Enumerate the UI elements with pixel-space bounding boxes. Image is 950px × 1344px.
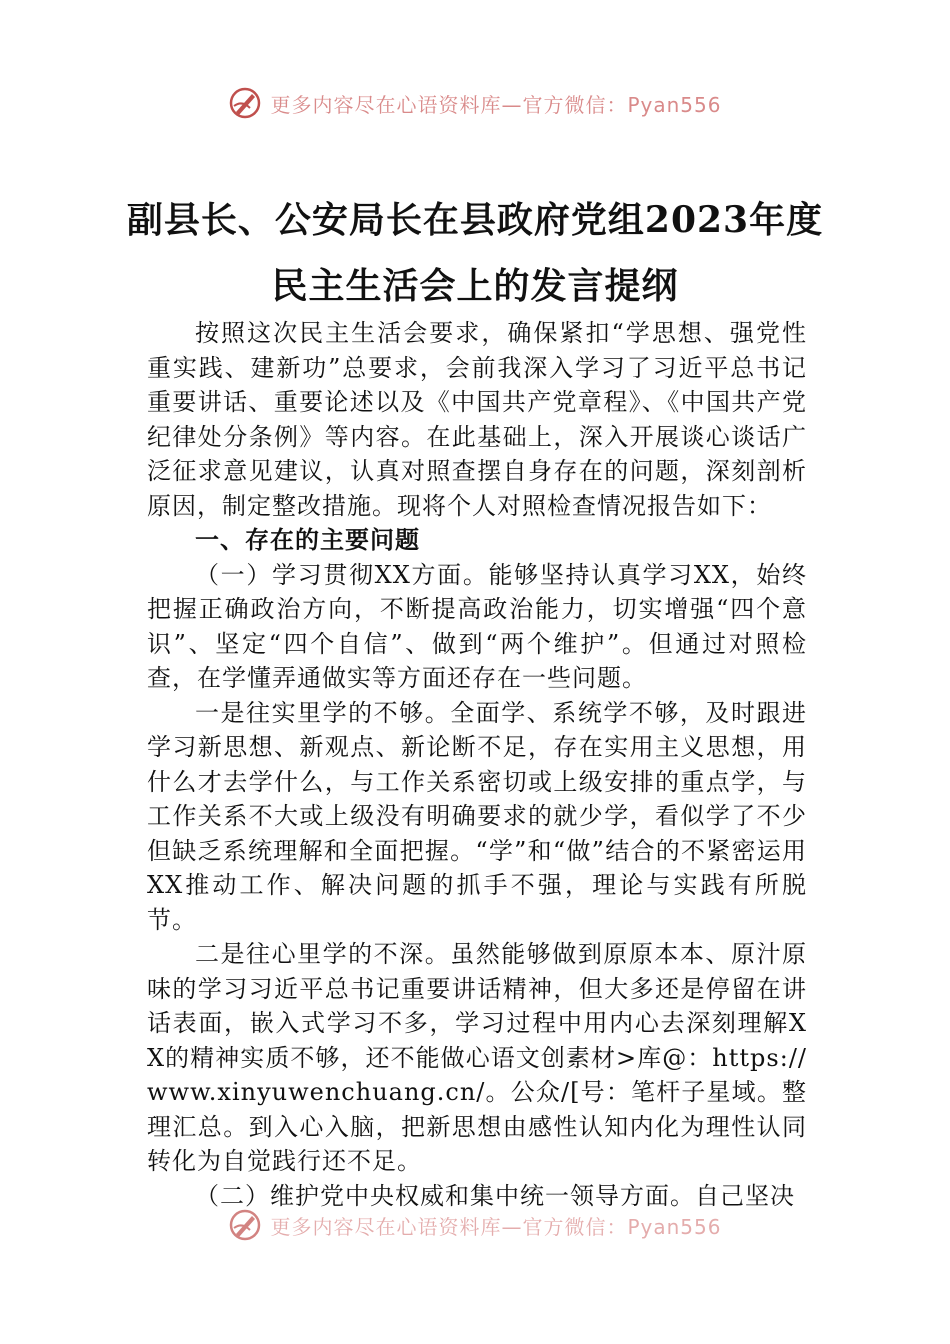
section-heading: 一、存在的主要问题 bbox=[195, 526, 420, 554]
intro-paragraph: 按照这次民主生活会要求，确保紧扣“学思想、强党性重实践、建新功”总要求，会前我深入学习了习近平总书记重要讲话、重要论述以及《中国共产党章程》、《中国共产党纪律处分条例》等内容。在此基础上，深入开展谈心谈话广泛征求意见建议，认真对照查摆自身存在的问题，深刻剖析原因，制定整改措施。现将个人对照检查情况报告如下： bbox=[147, 319, 807, 520]
document-body bbox=[147, 316, 807, 1213]
paragraph-section-two: （二）维护党中央权威和集中统一领导方面。自己坚决 bbox=[195, 1181, 795, 1210]
watermark-text: 更多内容尽在心语资料库—官方微信：Pyan556 bbox=[270, 1214, 722, 1239]
watermark-bottom bbox=[0, 1208, 950, 1242]
doc-title-line2: 民主生活会上的发言提纲 bbox=[271, 265, 679, 307]
doc-title-line1: 副县长、公安局长在县政府党组2023年度 bbox=[126, 199, 824, 241]
paragraph-study: （一）学习贯彻XX方面。能够坚持认真学习XX，始终把握正确政治方向，不断提高政治能力，切实增强“四个意识”、坚定“四个自信”、做到“两个维护”。但通过对照检查，在学懂弄通做实等方面还存在一些问题。 bbox=[147, 560, 807, 692]
paragraph-point-two: 二是往心里学的不深。虽然能够做到原原本本、原汁原味的学习习近平总书记重要讲话精神，但大多还是停留在讲话表面，嵌入式学习不多，学习过程中用内心去深刻理解XX的精神实质不够，还不能做心语文创素材>库@：https://www.xinyuwenchuang.cn/。公众/[号：笔杆子星域。整理汇总。到入心入脑，把新思想由感性认知内化为理性认同转化为自觉践行还不足。 bbox=[147, 940, 807, 1175]
watermark-top bbox=[0, 86, 950, 120]
pen-logo-icon bbox=[228, 86, 262, 120]
pen-logo-icon bbox=[228, 1208, 262, 1242]
watermark-text: 更多内容尽在心语资料库—官方微信：Pyan556 bbox=[270, 92, 722, 117]
paragraph-point-one: 一是往实里学的不够。全面学、系统学不够，及时跟进学习新思想、新观点、新论断不足，存在实用主义思想，用什么才去学什么，与工作关系密切或上级安排的重点学，与工作关系不大或上级没有明确要求的就少学，看似学了不少但缺乏系统理解和全面把握。“学”和“做”结合的不紧密运用XX推动工作、解决问题的抓手不强，理论与实践有所脱节。 bbox=[147, 698, 807, 934]
